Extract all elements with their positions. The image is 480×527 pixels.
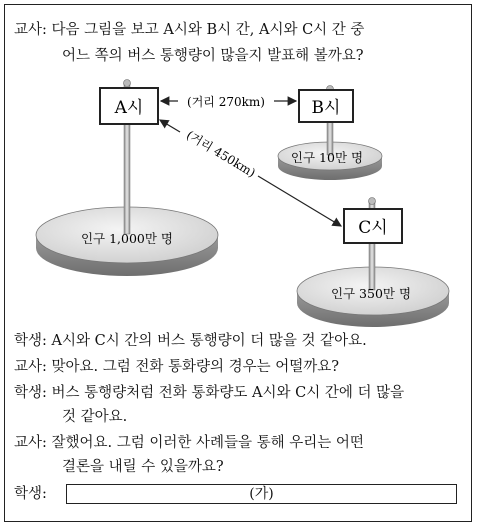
- final-speaker: 학생:: [14, 486, 47, 502]
- city-c-population: 인구 350만 명: [330, 286, 412, 301]
- city-b-name: B시: [311, 98, 341, 118]
- city-c-pole-cap: [369, 198, 376, 205]
- dialogue-speaker-2: 교사:: [14, 359, 47, 375]
- city-a-pole-cap: [124, 80, 131, 87]
- answer-blank-box: [66, 484, 457, 504]
- dialogue-line-3: [14, 383, 404, 403]
- dialogue-line-2: [14, 357, 339, 377]
- distance-ac-arrow-start: [160, 120, 180, 132]
- distance-ab-label: (거리 270km): [187, 95, 265, 109]
- city-a-name: A시: [114, 98, 144, 118]
- dialogue-line-4-cont: [62, 457, 224, 477]
- city-c-name: C시: [358, 218, 388, 238]
- dialogue-text-4: 잘했어요. 그럼 이러한 사례들을 통해 우리는 어떤: [51, 435, 364, 451]
- dialogue-text-3-cont: 것 같아요.: [62, 409, 128, 425]
- dialogue-line-3-cont: [62, 407, 127, 427]
- distance-ac-label: (거리 450km): [183, 127, 259, 181]
- city-a-population: 인구 1,000만 명: [80, 231, 174, 246]
- dialogue-text-2: 맞아요. 그럼 전화 통화량의 경우는 어떨까요?: [51, 359, 340, 375]
- distance-ac-arrow-end: [258, 176, 341, 226]
- dialogue-line-4: [14, 433, 364, 453]
- answer-blank-label: (가): [249, 486, 274, 502]
- intro-speaker: 교사:: [14, 22, 47, 38]
- final-line: [14, 484, 47, 504]
- dialogue-text-3: 버스 통행량처럼 전화 통화량도 A시와 C시 간에 더 많을: [51, 385, 405, 401]
- intro-text-1: 다음 그림을 보고 A시와 B시 간, A시와 C시 간 중: [51, 22, 365, 38]
- dialogue-text-4-cont: 결론을 내릴 수 있을까요?: [62, 459, 224, 475]
- dialogue-speaker-1: 학생:: [14, 333, 47, 349]
- city-b-population: 인구 10만 명: [290, 150, 364, 165]
- dialogue-speaker-4: 교사:: [14, 435, 47, 451]
- dialogue-line-1: [14, 331, 367, 351]
- dialogue-speaker-3: 학생:: [14, 385, 47, 401]
- intro-text-2: 어느 쪽의 버스 통행량이 많을지 발표해 볼까요?: [62, 48, 364, 64]
- dialogue-text-1: A시와 C시 간의 버스 통행량이 더 많을 것 같아요.: [51, 333, 367, 349]
